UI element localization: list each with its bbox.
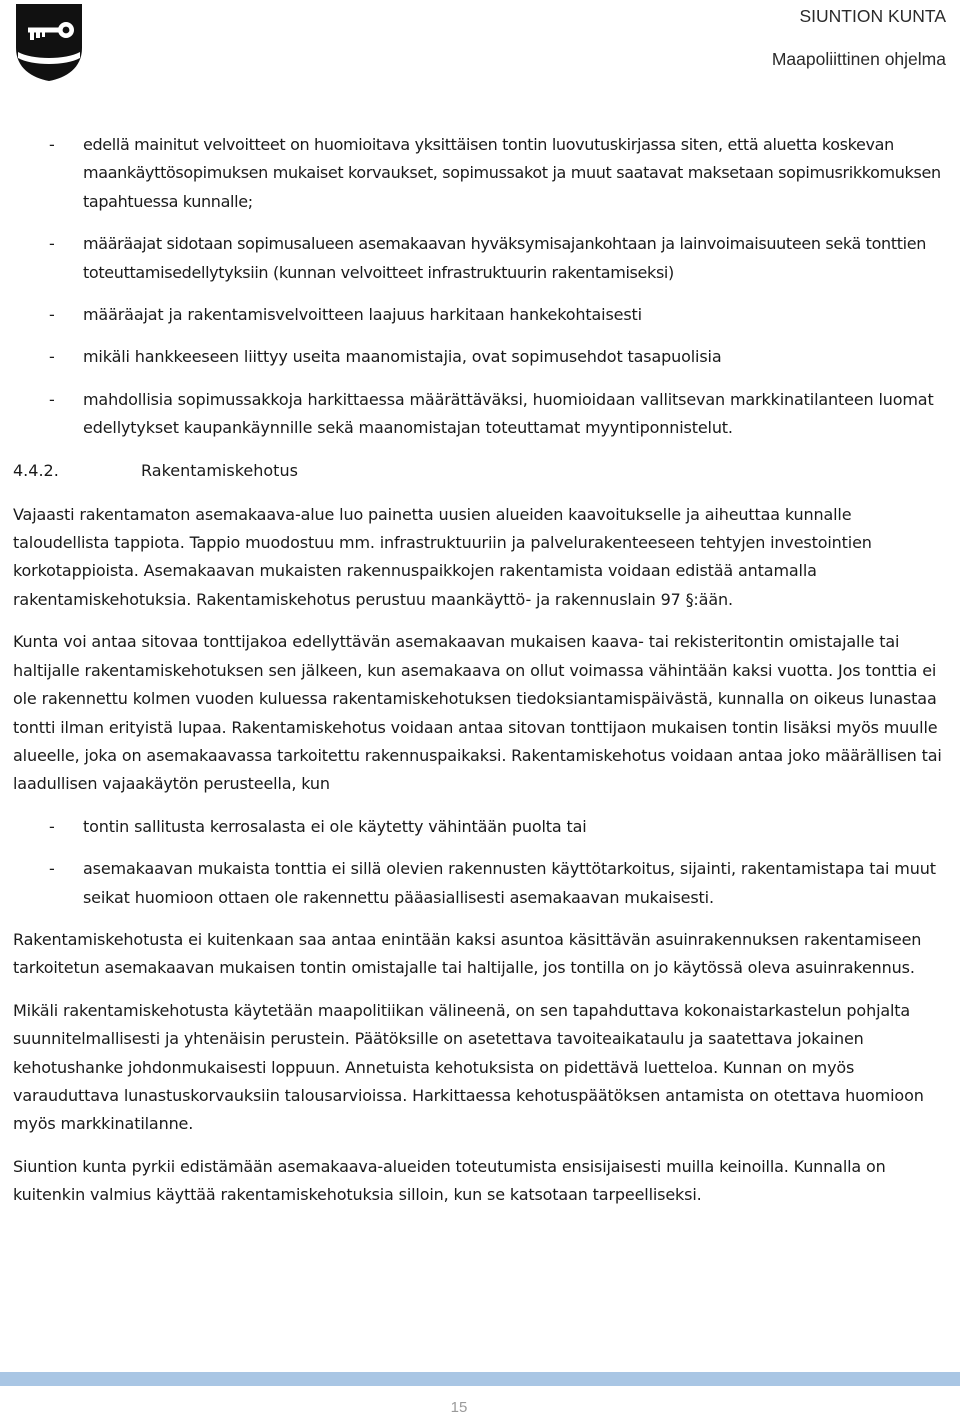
- page-number: 15: [450, 1399, 468, 1416]
- header-organization: SIUNTION KUNTA: [799, 6, 946, 26]
- bullet-dash: -: [49, 859, 55, 879]
- list-item: [13, 386, 948, 443]
- list-item-text: mikäli hankkeeseen liittyy useita maanomistajia, ovat sopimusehdot tasapuolisia: [83, 347, 722, 367]
- section-number: 4.4.2.: [13, 460, 59, 480]
- document-body: [13, 131, 948, 1224]
- list-item-text: tontin sallitusta kerrosalasta ei ole käytetty vähintään puolta tai: [83, 816, 587, 836]
- list-item: [13, 343, 948, 371]
- list-item: [13, 131, 948, 216]
- list-item-text: edellä mainitut velvoitteet on huomioitava yksittäisen tontin luovutuskirjassa siten, että aluetta koskevan maankäyttösopimuksen mukaiset korvaukset, sopimussakot ja muut saatavat maksetaan sopimusrikkomuksen tapahtuessa kunnalle;: [83, 135, 941, 211]
- bullet-dash: -: [49, 347, 55, 367]
- section-title: Rakentamiskehotus: [141, 460, 298, 480]
- bullet-dash: -: [49, 816, 55, 836]
- paragraph: Kunta voi antaa sitovaa tonttijakoa edellyttävän asemakaavan mukaisen kaava- tai rekisteritontin omistajalle tai haltijalle rakentamiskehotuksen sen jälkeen, kun asemakaava on ollut voimassa vähintään kaksi vuotta. Jos tonttia ei ole rakennettu kolmen vuoden kuluessa rakentamiskehotuksen tiedoksiantamispäivästä, kunnalla on oikeus lunastaa tontti ilman erityistä lupaa. Rakentamiskehotus voidaan antaa sitovan tonttijaon mukaisen tontin lisäksi myös muulle alueelle, joka on asemakaavassa tarkoitettu rakennuspaikaksi. Rakentamiskehotus voidaan antaa joko määrällisen tai laadullisen vajaakäytön perusteella, kun: [13, 632, 942, 794]
- paragraph: Mikäli rakentamiskehotusta käytetään maapolitiikan välineenä, on sen tapahduttava kokonaistarkastelun pohjalta suunnitelmallisesti ja yhtenäisin perustein. Päätöksille on asetettava tavoiteaikataulu ja saatettava jokainen kehotushanke johdonmukaisesti loppuun. Annetuista kehotuksista on pidettävä luetteloa. Kunnan on myös varauduttava lunastuskorvauksiin talousarvioissa. Harkittaessa kehotuspäätöksen antamista on otettava huomioon myös markkinatilanne.: [13, 1000, 924, 1134]
- list-item: [13, 301, 948, 329]
- list-item: [13, 230, 948, 287]
- paragraph: Siuntion kunta pyrkii edistämään asemakaava-alueiden toteutumista ensisijaisesti muilla keinoilla. Kunnalla on kuitenkin valmius käyttää rakentamiskehotuksia silloin, kun se katsotaan tarpeelliseksi.: [13, 1156, 886, 1205]
- list-item-text: asemakaavan mukaista tonttia ei sillä olevien rakennusten käyttötarkoitus, sijainti, rakentamistapa tai muut seikat huomioon ottaen ole rakennettu pääasiallisesti asemakaavan mukaisesti.: [83, 859, 936, 907]
- list-item: [13, 813, 948, 841]
- paragraph: Vajaasti rakentamaton asemakaava-alue luo painetta uusien alueiden kaavoitukselle ja aiheuttaa kunnalle taloudellista tappiota. Tappio muodostuu mm. infrastruktuuriin ja palvelurakenteeseen tehtyjen investointien korkotappioista. Asemakaavan mukaisten rakennuspaikkojen rakentamista voidaan edistää antamalla rakentamiskehotuksia. Rakentamiskehotus perustuu maankäyttö- ja rakennuslain 97 §:ään.: [13, 504, 872, 609]
- paragraph: Rakentamiskehotusta ei kuitenkaan saa antaa enintään kaksi asuntoa käsittävän asuinrakennuksen rakentamiseen tarkoitetun asemakaavan mukaisen tontin omistajalle tai haltijalle, jos tontilla on jo käytössä oleva asuinrakennus.: [13, 929, 922, 978]
- list-item-text: määräajat ja rakentamisvelvoitteen laajuus harkitaan hankekohtaisesti: [83, 305, 642, 325]
- bullet-dash: -: [49, 389, 55, 409]
- bullet-dash: -: [49, 135, 55, 154]
- list-item-text: määräajat sidotaan sopimusalueen asemakaavan hyväksymisajankohtaan ja lainvoimaisuuteen sekä tonttien toteuttamisedellytyksiin (kunnan velvoitteet infrastruktuurin rakentamiseksi): [83, 234, 927, 282]
- section-heading: [13, 457, 948, 485]
- coat-of-arms-icon: [14, 2, 84, 82]
- list-item-text: mahdollisia sopimussakkoja harkittaessa määrättäväksi, huomioidaan vallitsevan markkinatilanteen luomat edellytykset kaupankäynnille sekä maanomistajan toteuttamat myyntiponnistelut.: [83, 389, 934, 438]
- header-document-title: Maapoliittinen ohjelma: [771, 49, 946, 69]
- footer-bar: [0, 1372, 960, 1386]
- bullet-dash: -: [49, 305, 55, 325]
- list-item: [13, 855, 948, 912]
- bullet-dash: -: [49, 234, 55, 254]
